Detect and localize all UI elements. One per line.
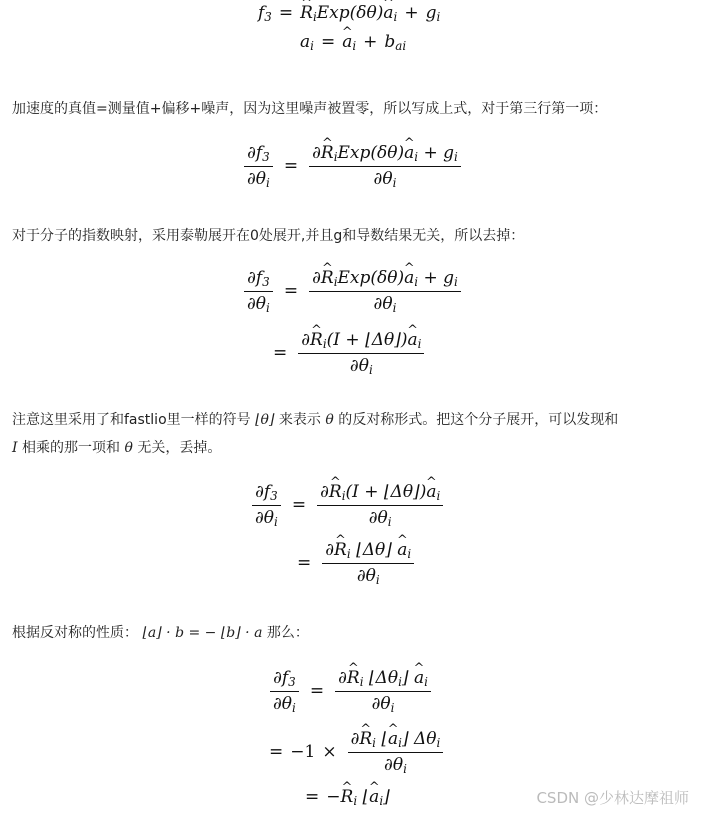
paragraph-4: 根据反对称的性质： ⌊a⌋ · b = − ⌊b⌋ · a 那么： bbox=[12, 625, 309, 641]
equation-block-4-line-1: $\frac{\partial f_3}{\partial\theta_i}$ = $\frac{\partial\^{} R_i ⌊\Delta\theta_i⌋ \^{} a_i}{\partial\theta_i}$ bbox=[266, 668, 435, 715]
equation-block-1: $\frac{\partial f_3}{\partial\theta_i}$ = $\frac{\partial\^{} R_iExp(\delta\theta)\^{} a_i + g_i}{\partial\theta_i}$ bbox=[240, 143, 465, 190]
equation-f3-def: $f_3$ = ^ $R_iExp(\delta\theta)\^{}$ $a_i$ + $g_i$ bbox=[258, 3, 440, 24]
equation-block-3-line-2: = $\frac{\partial\^{} R_i ⌊\Delta\theta⌋ \^{} a_i}{\partial\theta_i}$ bbox=[290, 540, 418, 587]
equation-block-2-line-2: = $\frac{\partial\^{} R_i(I + ⌊\Delta\theta⌋)\^{} a_i}{\partial\theta_i}$ bbox=[266, 330, 428, 377]
equation-a-def: $a_i$ = ^ $a_i$ + $b_{ai}$ bbox=[300, 32, 406, 53]
equation-block-4-line-3: = −^ $R_i$ ⌊^ $a_i⌋$ bbox=[298, 787, 390, 808]
paragraph-2: 对于分子的指数映射，采用泰勒展开在0处展开,并且g和导数结果无关，所以去掉： bbox=[12, 228, 525, 244]
paragraph-1: 加速度的真值=测量值+偏移+噪声，因为这里噪声被置零，所以写成上式，对于第三行第一项： bbox=[12, 101, 608, 117]
paragraph-3: 注意这里采用了和fastlio里一样的符号 ⌊θ⌋ 来表示 θ 的反对称形式。把这个分子展开，可以发现和 I 相乘的那一项和 θ 无关，丢掉。 bbox=[12, 412, 619, 456]
equation-block-3-line-1: $\frac{\partial f_3}{\partial\theta_i}$ = $\frac{\partial\^{} R_i(I + ⌊\Delta\theta⌋)\^{} a_i}{\partial\theta_i}$ bbox=[248, 482, 447, 529]
equation-block-4-line-2: = −1 × $\frac{\partial\^{} R_i ⌊\^{} a_i⌋ \Delta\theta_i}{\partial\theta_i}$ bbox=[262, 729, 447, 776]
csdn-watermark: CSDN @少林达摩祖师 bbox=[536, 789, 689, 807]
equation-block-2-line-1: $\frac{\partial f_3}{\partial\theta_i}$ = $\frac{\partial\^{} R_iExp(\delta\theta)\^{} a_i + g_i}{\partial\theta_i}$ bbox=[240, 268, 465, 315]
